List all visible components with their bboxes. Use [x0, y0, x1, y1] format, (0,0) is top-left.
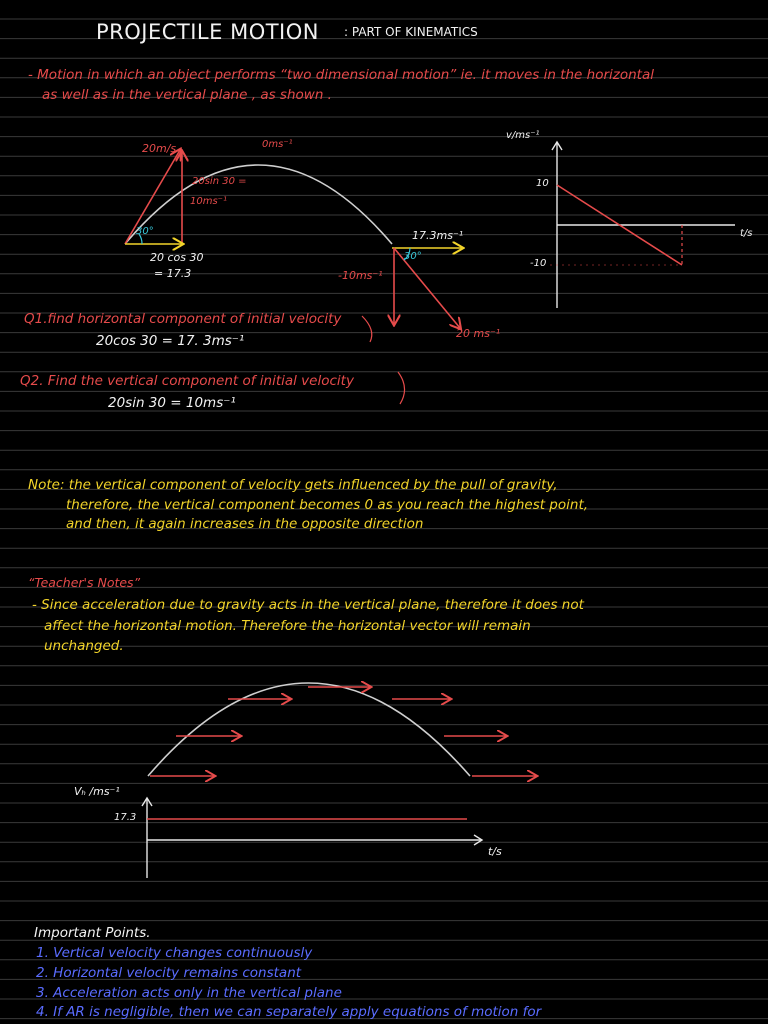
trajectory-curve-2 [148, 683, 470, 776]
vertical-expr-label: 20sin 30 = [192, 176, 247, 187]
note-line-2: therefore, the vertical component becomes 0 as you reach the highest point, [66, 497, 589, 513]
horizontal-value-label: = 17.3 [154, 267, 192, 280]
point-1: 1. Vertical velocity changes continuously [36, 945, 313, 961]
vh-x-label: t/s [488, 845, 502, 858]
initial-angle-label: 30° [136, 226, 154, 237]
intro-line-1: - Motion in which an object performs “two dimensional motion” ie. it moves in the horizontal [28, 67, 654, 83]
end-angle-label: 30° [404, 251, 422, 262]
teacher-heading: “Teacher's Notes” [28, 575, 141, 590]
point-2: 2. Horizontal velocity remains constant [36, 965, 302, 981]
note-line-1: Note: the vertical component of velocity gets influenced by the pull of gravity, [28, 477, 558, 493]
intro-line-2: as well as in the vertical plane , as shown . [42, 87, 332, 103]
vh-value-label: 17.3 [114, 812, 137, 823]
teacher-line-1: - Since acceleration due to gravity acts in the vertical plane, therefore it does not [32, 597, 584, 613]
vh-y-label: Vₕ /ms⁻¹ [74, 785, 120, 798]
initial-speed-label: 20m/s [142, 142, 177, 155]
vt-y-label: v/ms⁻¹ [506, 130, 540, 141]
points-heading: Important Points. [34, 925, 151, 941]
top-speed-label: 0ms⁻¹ [262, 139, 293, 150]
end-speed-label: 20 ms⁻¹ [456, 327, 501, 340]
q1-question: Q1.find horizontal component of initial velocity [24, 311, 342, 327]
teacher-line-3: unchanged. [44, 638, 124, 654]
q2-answer: 20sin 30 = 10ms⁻¹ [108, 395, 236, 411]
point-4: 4. If AR is negligible, then we can separately apply equations of motion for [36, 1004, 542, 1020]
vt-tick-10: 10 [536, 178, 549, 189]
horizontal-expr-label: 20 cos 30 [150, 251, 204, 264]
q2-question: Q2. Find the vertical component of initial velocity [20, 373, 354, 389]
end-horizontal-label: 17.3ms⁻¹ [412, 229, 464, 242]
vt-tick-minus-10: -10 [530, 258, 547, 269]
point-3: 3. Acceleration acts only in the vertical plane [36, 985, 342, 1001]
end-vertical-label: -10ms⁻¹ [338, 269, 383, 282]
teacher-line-2: affect the horizontal motion. Therefore the horizontal vector will remain [44, 618, 531, 634]
vt-x-label: t/s [740, 228, 753, 239]
q1-answer: 20cos 30 = 17. 3ms⁻¹ [96, 333, 245, 349]
vertical-value-label: 10ms⁻¹ [190, 196, 227, 207]
page-subtitle: : PART OF KINEMATICS [344, 25, 478, 39]
page-title: PROJECTILE MOTION [96, 20, 319, 44]
note-line-3: and then, it again increases in the opposite direction [66, 516, 424, 532]
